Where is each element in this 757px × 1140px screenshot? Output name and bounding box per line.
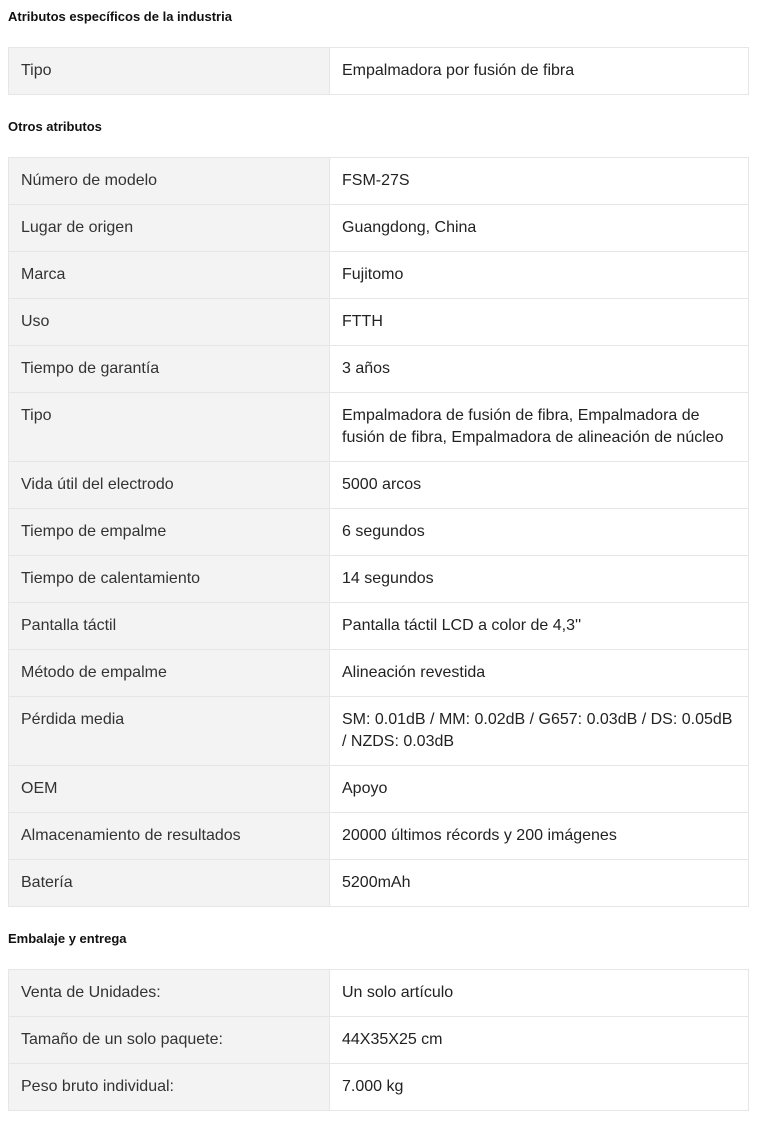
- attribute-value: 20000 últimos récords y 200 imágenes: [330, 813, 749, 860]
- attribute-label: Venta de Unidades:: [9, 970, 330, 1017]
- attribute-row: [9, 1017, 749, 1064]
- attribute-label: Vida útil del electrodo: [9, 462, 330, 509]
- packaging-delivery-table: [8, 969, 749, 1111]
- attribute-value: 3 años: [330, 346, 749, 393]
- attribute-label: Tiempo de calentamiento: [9, 556, 330, 603]
- attribute-row: [9, 1064, 749, 1111]
- attribute-value: 6 segundos: [330, 509, 749, 556]
- attribute-label: Pantalla táctil: [9, 603, 330, 650]
- attribute-row: [9, 766, 749, 813]
- attribute-value: Empalmadora por fusión de fibra: [330, 48, 749, 95]
- attribute-label: Lugar de origen: [9, 205, 330, 252]
- attribute-row: [9, 860, 749, 907]
- attribute-value: Pantalla táctil LCD a color de 4,3'': [330, 603, 749, 650]
- attribute-label: Pérdida media: [9, 697, 330, 766]
- attribute-value: 5000 arcos: [330, 462, 749, 509]
- attribute-row: [9, 509, 749, 556]
- attribute-label: Almacenamiento de resultados: [9, 813, 330, 860]
- attribute-label: Número de modelo: [9, 158, 330, 205]
- attribute-label: Marca: [9, 252, 330, 299]
- industry-attributes-table: [8, 47, 749, 95]
- attribute-label: Batería: [9, 860, 330, 907]
- attribute-label: Método de empalme: [9, 650, 330, 697]
- attribute-row: [9, 205, 749, 252]
- attribute-value: 5200mAh: [330, 860, 749, 907]
- attribute-row: [9, 252, 749, 299]
- attribute-row: [9, 158, 749, 205]
- attribute-row: [9, 650, 749, 697]
- section-title-other-attributes: Otros atributos: [8, 119, 102, 134]
- other-attributes-table: [8, 157, 749, 907]
- attribute-row: [9, 299, 749, 346]
- attribute-value: Empalmadora de fusión de fibra, Empalmadora de fusión de fibra, Empalmadora de alineación de núcleo: [330, 393, 749, 462]
- attribute-label: OEM: [9, 766, 330, 813]
- attribute-value: 14 segundos: [330, 556, 749, 603]
- attribute-value: Un solo artículo: [330, 970, 749, 1017]
- attribute-row: [9, 346, 749, 393]
- attribute-row: [9, 697, 749, 766]
- attribute-value: FSM-27S: [330, 158, 749, 205]
- attribute-row: [9, 813, 749, 860]
- attribute-value: Apoyo: [330, 766, 749, 813]
- section-title-industry-attributes: Atributos específicos de la industria: [8, 9, 232, 24]
- attribute-row: [9, 603, 749, 650]
- attribute-value: 7.000 kg: [330, 1064, 749, 1111]
- attribute-label: Tiempo de empalme: [9, 509, 330, 556]
- attribute-row: [9, 48, 749, 95]
- attribute-label: Tamaño de un solo paquete:: [9, 1017, 330, 1064]
- attribute-value: Guangdong, China: [330, 205, 749, 252]
- attribute-value: Fujitomo: [330, 252, 749, 299]
- attribute-label: Tiempo de garantía: [9, 346, 330, 393]
- attribute-row: [9, 556, 749, 603]
- attribute-label: Tipo: [9, 48, 330, 95]
- attribute-value: FTTH: [330, 299, 749, 346]
- attribute-label: Uso: [9, 299, 330, 346]
- attribute-value: 44X35X25 cm: [330, 1017, 749, 1064]
- section-title-packaging-delivery: Embalaje y entrega: [8, 931, 127, 946]
- attribute-value: SM: 0.01dB / MM: 0.02dB / G657: 0.03dB / DS: 0.05dB / NZDS: 0.03dB: [330, 697, 749, 766]
- attribute-label: Tipo: [9, 393, 330, 462]
- attribute-row: [9, 970, 749, 1017]
- attribute-row: [9, 462, 749, 509]
- attribute-row: [9, 393, 749, 462]
- attribute-label: Peso bruto individual:: [9, 1064, 330, 1111]
- attribute-value: Alineación revestida: [330, 650, 749, 697]
